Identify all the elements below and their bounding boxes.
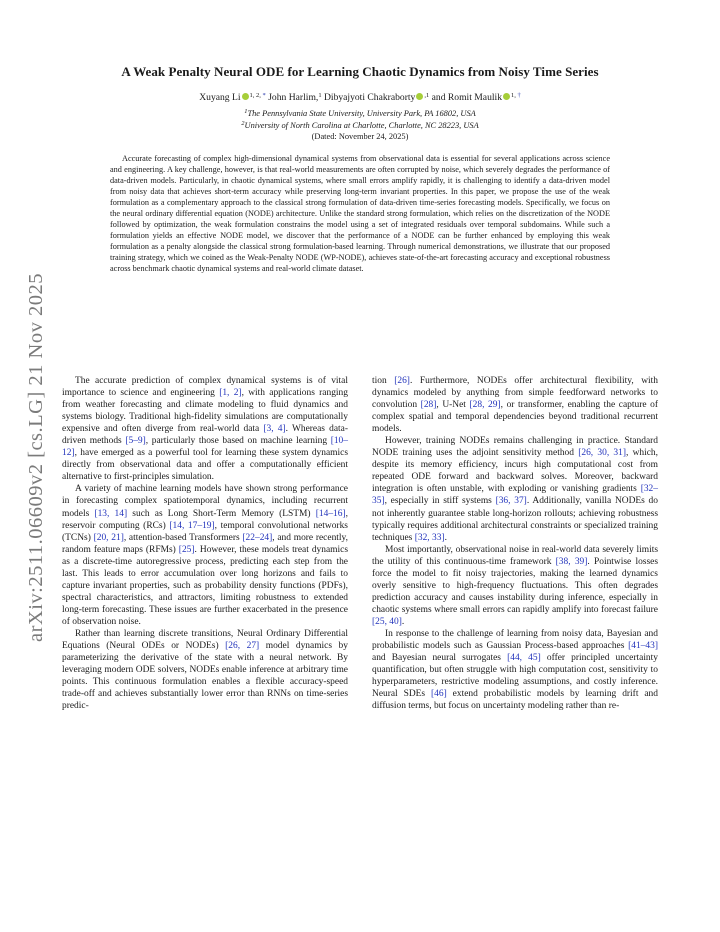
text-run: , which, despite its memory efficiency, incurs high computational cost from repeated ODE forward and backward solves. Moreover, backward integration is often unstable, with exploding or vanishing gradients [372, 448, 658, 495]
text-run: , have emerged as a powerful tool for learning these system dynamics directly from observational data and offer a computationally efficient alternative to first-principles simulation. [62, 448, 348, 483]
author-affil-marker: 1, † [511, 92, 521, 99]
author-name: Dibyajyoti Chakraborty [323, 92, 416, 103]
citation-link[interactable]: [32, 33] [414, 532, 445, 543]
body-paragraph [372, 544, 658, 628]
citation-link[interactable]: [1, 2] [219, 388, 242, 399]
orcid-icon[interactable] [503, 93, 510, 100]
text-run: , with applications ranging from weather forecasting and climate modeling to fluid dynamics and systems biology. Traditional high-fidelity simulations are computationally expensive and often diverge from real-world data [62, 388, 348, 435]
author-affil-marker: ,1 [424, 92, 430, 99]
affiliation-line: $^1$The Pennsylvania State University, University Park, PA 16802, USA [244, 108, 476, 118]
citation-link[interactable]: [26] [394, 376, 410, 386]
author-name: and Romit Maulik [431, 92, 502, 103]
body-paragraph [372, 375, 658, 435]
text-run: tion [372, 376, 395, 386]
text-run: The accurate prediction of complex dynamical systems is of vital importance to science and engineering [62, 376, 348, 399]
citation-link[interactable]: [28] [420, 400, 437, 411]
text-run: model dynamics by parameterizing the derivative of the state with a neural network. By leveraging modern ODE solvers, NODEs enable inference at arbitrary time points. This continuous formulation enables a flexible accuracy-speed trade-off and achieves substantially lower error than RNNs on time-series predic- [62, 641, 348, 712]
author-name: Xuyang Li [199, 92, 241, 103]
text-run: offer principled uncertainty quantification, but often struggle with high computation cost, sensitivity to hyperparameters, restrictive modeling assumptions, and costly inference. Neural SDEs [372, 653, 658, 700]
citation-link[interactable]: [25, 40] [372, 616, 402, 627]
citation-link[interactable]: [26, 27] [225, 641, 260, 652]
author-affil-marker: 1 [318, 92, 322, 99]
author-affil-marker: 1, 2, * [249, 92, 266, 99]
citation-link[interactable]: [25] [178, 544, 195, 555]
citation-link[interactable]: [41–43] [628, 641, 658, 652]
right-column [372, 375, 658, 712]
abstract: Accurate forecasting of complex high-dimensional dynamical systems from observational data is essential for several applications across science and engineering. A key challenge, however, is that real-world measurements are often corrupted by noise, which severely degrades the performance of data-driven models. Particularly, in chaotic dynamical systems, where small errors amplify rapidly, it is challenging to identify a data-driven model from noisy data that achieves short-term accuracy while preserving long-term invariant properties. In this paper, we propose the use of the weak formulation as a complementary approach to the classical strong formulation of data-driven time-series forecasting models. Specifically, we focus on the neural ordinary differential equation (NODE) architecture. Unlike the standard strong formulation, which relies on the discretization of the NODE followed by optimization, the weak formulation constrains the model using a set of integrated residuals over temporal subdomains. While such a formulation yields an effective NODE model, we discover that the performance of a NODE can be further enhanced by employing this weak formulation as a penalty alongside the classical strong formulation-based learning. Through numerical demonstrations, we illustrate that our proposed training strategy, which we coined as the Weak-Penalty NODE (WP-NODE), achieves state-of-the-art forecasting accuracy and exceptional robustness across benchmark chaotic dynamical systems and real-world climate dataset. [110, 154, 610, 274]
citation-link[interactable]: [26, 30, 31] [578, 448, 626, 459]
author-name: John Harlim, [268, 92, 319, 103]
text-run: Most importantly, observational noise in real-world data severely limits the utility of this continuous-time framework [372, 544, 658, 567]
text-run: , and more recently, random feature maps (RFMs) [62, 532, 348, 555]
orcid-icon[interactable] [242, 93, 249, 100]
citation-link[interactable]: [3, 4] [263, 424, 286, 435]
text-run: and Bayesian neural surrogates [372, 653, 508, 664]
author-list [60, 92, 660, 104]
text-run: . However, these models treat dynamics as a discrete-time autoregressive process, predicting each step from the last. This leads to error accumulation over long horizons and fails to capture invariant properties, such as probability density functions (PDFs), spectral characteristics, and attractors, limiting robustness to extended long-term forecasting. These issues are further exacerbated in the presence of observation noise. [62, 544, 348, 627]
affiliation-line: $^2$University of North Carolina at Charlotte, Charlotte, NC 28223, USA [241, 119, 479, 130]
text-run: . Furthermore, NODEs offer architectural flexibility, with dynamics modeled by anything from simple feedforward networks to convolution [372, 376, 658, 411]
citation-link[interactable]: [44, 45] [507, 653, 541, 664]
text-run: . Additionally, vanilla NODEs do not inherently guarantee stable long-horizon rollouts; achieving robustness typically requires additional architectural constraints or specialized training techniques [372, 496, 658, 543]
text-run: such as Long Short-Term Memory (LSTM) [127, 508, 316, 519]
text-run: Rather than learning discrete transitions, Neural Ordinary Differential Equations (Neural ODEs or NODEs) [62, 628, 348, 652]
text-run: . Pointwise losses force the model to fit noisy trajectories, making the learned dynamics overly sensitive to high-frequency fluctuations. This often degrades prediction accuracy and causes instability during inference, especially in chaotic systems where small errors can rapidly amplify into forecast failure [372, 556, 658, 615]
citation-link[interactable]: [36, 37] [495, 496, 527, 507]
text-run: . [401, 616, 405, 627]
citation-link[interactable]: [10–12] [62, 436, 348, 459]
citation-link[interactable]: [14–16] [315, 508, 346, 519]
body-paragraph [62, 628, 348, 712]
arxiv-identifier-stamp [24, 262, 48, 652]
text-run: . Whereas data-driven methods [62, 424, 349, 447]
text-run: In response to the challenge of learning from noisy data, Bayesian and probabilistic models such as Gaussian Process-based approaches [372, 628, 658, 652]
text-run: , reservoir computing (RCs) [62, 508, 348, 531]
body-paragraph [372, 628, 658, 712]
text-run: . [444, 532, 447, 543]
arxiv-identifier-text: arXiv:2511.06609v2 [cs.LG] 21 Nov 2025 [24, 272, 47, 642]
citation-link[interactable]: [14, 17–19] [169, 520, 215, 531]
text-run: , particularly those based on machine learning [145, 436, 331, 447]
citation-link[interactable]: [13, 14] [94, 508, 128, 519]
date-line: (Dated: November 24, 2025) [311, 132, 409, 141]
left-column [62, 375, 348, 712]
text-run: extend probabilistic models by learning drift and diffusion terms, but focus on uncertainty modeling rather than re- [372, 689, 658, 712]
text-run: , temporal convolutional networks (TCNs) [62, 520, 348, 543]
body-paragraph [62, 483, 348, 628]
citation-link[interactable]: [46] [431, 689, 447, 700]
citation-link[interactable]: [28, 29] [469, 400, 501, 411]
citation-link[interactable]: [32–35] [372, 484, 658, 507]
orcid-icon[interactable] [416, 93, 423, 100]
paper-title: A Weak Penalty Neural ODE for Learning Chaotic Dynamics from Noisy Time Series [121, 64, 599, 79]
body-paragraph [372, 435, 658, 543]
text-run: , attention-based Transformers [123, 532, 243, 543]
affiliation-block [60, 108, 660, 143]
text-run: , or transformer, enabling the capture of complex spatial and temporal dependencies beyond traditional recurrent models. [372, 400, 658, 435]
body-paragraph [62, 375, 348, 483]
citation-link[interactable]: [5–9] [125, 436, 146, 447]
citation-link[interactable]: [20, 21] [93, 532, 124, 543]
text-run: However, training NODEs remains challenging in practice. Standard NODE training uses the adjoint sensitivity method [372, 436, 658, 459]
citation-link[interactable]: [38, 39] [555, 556, 588, 567]
text-run: , U-Net [436, 400, 470, 411]
text-run: A variety of machine learning models have shown strong performance in forecasting complex spatiotemporal dynamics, including recurrent models [62, 484, 348, 519]
citation-link[interactable]: [22–24] [242, 532, 273, 543]
text-run: , especially in stiff systems [384, 496, 496, 507]
